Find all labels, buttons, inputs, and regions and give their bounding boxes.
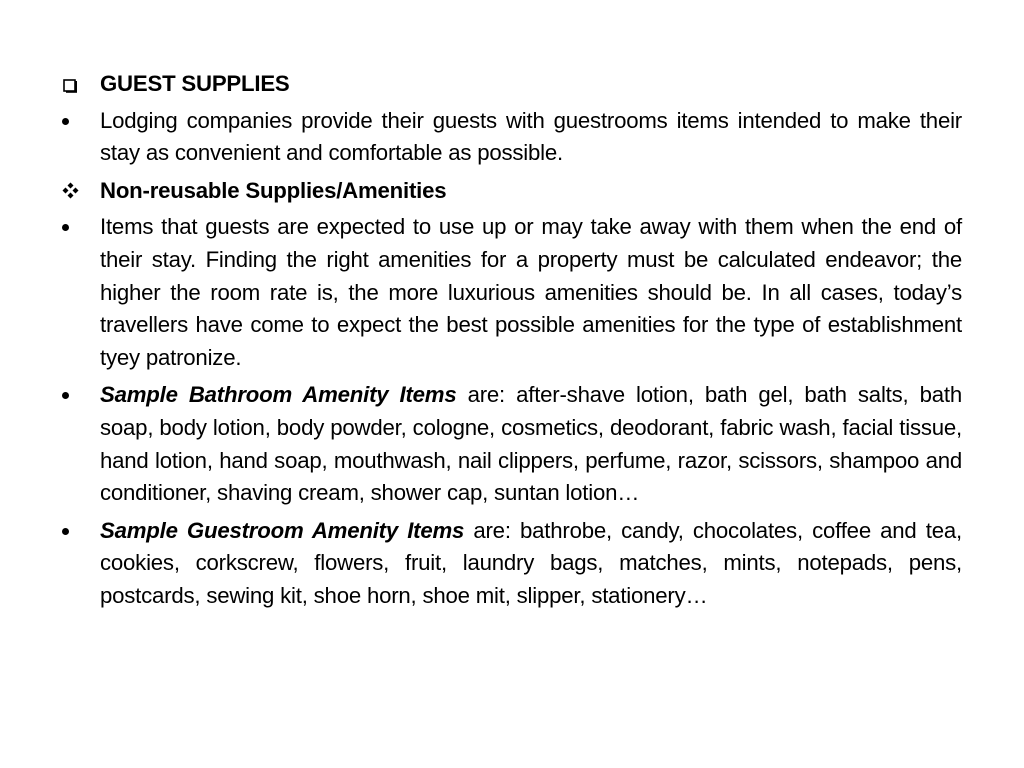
- checkbox-square-icon: [61, 68, 91, 100]
- heading-non-reusable: [61, 175, 962, 208]
- bathroom-amenities-text: are: after-shave lotion, bath gel, bath salts, bath soap, body lotion, body powder, cologne, cosmetics, deodorant, fabric wash, facial tissue, hand lotion, hand soap, mouthwash, nail clippers, perfume, razor, scissors, shampoo and conditioner, shaving cream, shower cap, suntan lotion…: [100, 382, 962, 506]
- bullet-icon: [61, 105, 91, 137]
- heading-text: Non-reusable Supplies/Amenities: [100, 177, 447, 203]
- heading-guest-supplies: [61, 68, 962, 101]
- four-diamond-icon: [61, 175, 91, 207]
- bathroom-amenities-lead: Sample Bathroom Amenity Items: [100, 382, 457, 408]
- slide-content: [61, 68, 962, 618]
- bullet-icon: [61, 515, 91, 547]
- bullet-icon: [61, 379, 91, 411]
- heading-text: GUEST SUPPLIES: [100, 71, 290, 96]
- guestroom-amenities-paragraph: [61, 515, 962, 613]
- definition-paragraph: [61, 211, 962, 374]
- definition-text: Items that guests are expected to use up or may take away with them when the end of their stay. Finding the right amenities for a property must be calculated endeavor; the higher the room rate is, the more luxurious amenities should be. In all cases, today’s travellers have come to expect the best possible amenities for the type of establishment tyey patronize.: [100, 214, 962, 370]
- bathroom-amenities-paragraph: [61, 379, 962, 509]
- intro-paragraph: [61, 105, 962, 170]
- intro-text: Lodging companies provide their guests with guestrooms items intended to make their stay as convenient and comfortable as possible.: [100, 107, 962, 166]
- guestroom-amenities-text: are: bathrobe, candy, chocolates, coffee and tea, cookies, corkscrew, flowers, fruit, laundry bags, matches, mints, notepads, pens, postcards, sewing kit, shoe horn, shoe mit, slipper, stationery…: [100, 517, 962, 608]
- bullet-icon: [61, 211, 91, 243]
- guestroom-amenities-lead: Sample Guestroom Amenity Items: [100, 517, 465, 543]
